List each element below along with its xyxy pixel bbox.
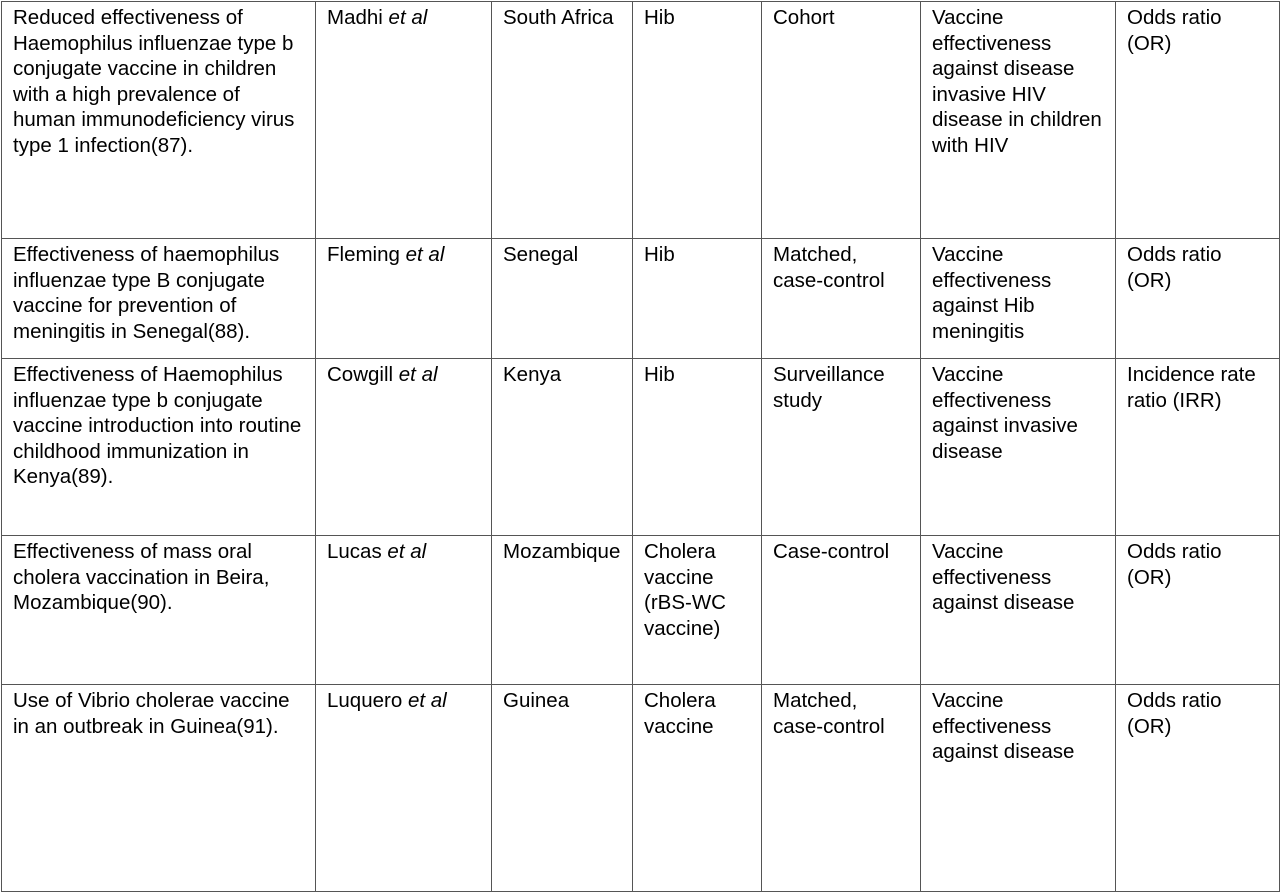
study-title-cell: Reduced effectiveness of Haemophilus influenzae type b conjugate vaccine in children with a high prevalence of human immunodeficiency virus type 1 infection(87). — [2, 2, 316, 239]
table-row — [2, 239, 1280, 359]
author-cell — [316, 685, 492, 892]
author-name: Luquero — [327, 689, 403, 712]
vaccine-cell: Hib — [633, 239, 762, 359]
country-cell: South Africa — [492, 2, 633, 239]
measure-cell: Odds ratio (OR) — [1116, 685, 1280, 892]
measure-cell: Odds ratio (OR) — [1116, 2, 1280, 239]
table-row — [2, 2, 1280, 239]
country-cell: Mozambique — [492, 536, 633, 685]
design-cell: Matched, case-control — [762, 685, 921, 892]
outcome-cell: Vaccine effectiveness against invasive disease — [921, 359, 1116, 536]
author-cell — [316, 536, 492, 685]
study-title-cell: Effectiveness of mass oral cholera vaccination in Beira, Mozambique(90). — [2, 536, 316, 685]
author-cell — [316, 239, 492, 359]
outcome-cell: Vaccine effectiveness against disease invasive HIV disease in children with HIV — [921, 2, 1116, 239]
vaccine-cell: Hib — [633, 2, 762, 239]
author-name: Fleming — [327, 243, 400, 266]
vaccine-cell: Cholera vaccine — [633, 685, 762, 892]
vaccine-cell: Hib — [633, 359, 762, 536]
author-suffix: et al — [407, 689, 447, 712]
author-suffix: et al — [387, 540, 427, 563]
design-cell: Matched, case-control — [762, 239, 921, 359]
measure-cell: Odds ratio (OR) — [1116, 536, 1280, 685]
measure-cell: Odds ratio (OR) — [1116, 239, 1280, 359]
measure-cell: Incidence rate ratio (IRR) — [1116, 359, 1280, 536]
study-title-cell: Effectiveness of haemophilus influenzae type B conjugate vaccine for prevention of meningitis in Senegal(88). — [2, 239, 316, 359]
outcome-cell: Vaccine effectiveness against Hib meningitis — [921, 239, 1116, 359]
outcome-cell: Vaccine effectiveness against disease — [921, 536, 1116, 685]
studies-table — [1, 1, 1280, 892]
country-cell: Guinea — [492, 685, 633, 892]
country-cell: Kenya — [492, 359, 633, 536]
author-cell — [316, 2, 492, 239]
vaccine-cell: Cholera vaccine (rBS-WC vaccine) — [633, 536, 762, 685]
author-suffix: et al — [388, 6, 428, 29]
table-row — [2, 359, 1280, 536]
author-name: Madhi — [327, 6, 383, 29]
outcome-cell: Vaccine effectiveness against disease — [921, 685, 1116, 892]
table-row — [2, 536, 1280, 685]
table-row — [2, 685, 1280, 892]
design-cell: Surveillance study — [762, 359, 921, 536]
design-cell: Case-control — [762, 536, 921, 685]
author-name: Lucas — [327, 540, 382, 563]
design-cell: Cohort — [762, 2, 921, 239]
study-title-cell: Effectiveness of Haemophilus influenzae type b conjugate vaccine introduction into routine childhood immunization in Kenya(89). — [2, 359, 316, 536]
author-name: Cowgill — [327, 363, 394, 386]
country-cell: Senegal — [492, 239, 633, 359]
author-suffix: et al — [398, 363, 438, 386]
author-suffix: et al — [405, 243, 445, 266]
author-cell — [316, 359, 492, 536]
study-title-cell: Use of Vibrio cholerae vaccine in an outbreak in Guinea(91). — [2, 685, 316, 892]
